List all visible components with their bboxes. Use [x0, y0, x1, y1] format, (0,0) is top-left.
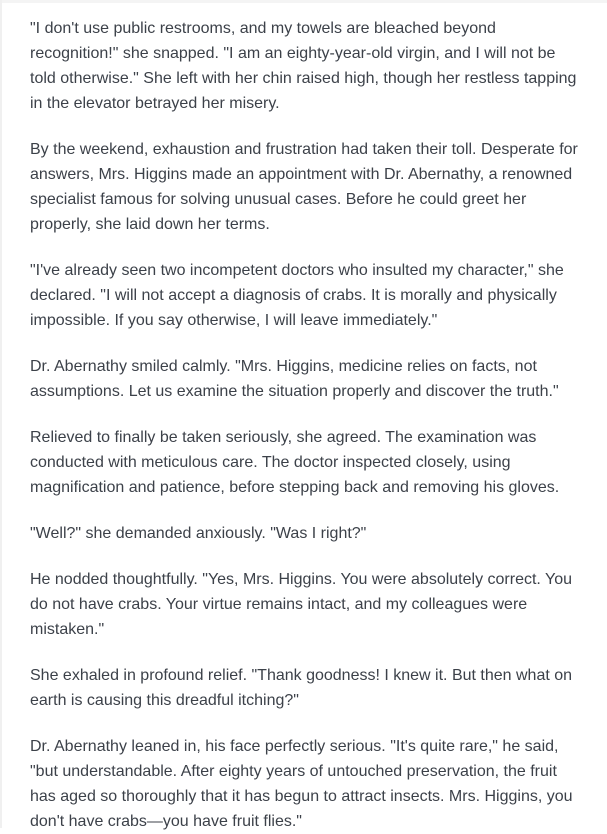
story-paragraph: "I don't use public restrooms, and my towels are bleached beyond recognition!" she snapped. "I am an eighty-year-old virgin, and I will not be told otherwise." She left with her chin raised high, though her restless tapping in the elevator betrayed her misery.: [30, 20, 577, 112]
story-paragraph: Dr. Abernathy smiled calmly. "Mrs. Higgins, medicine relies on facts, not assumptions. Let us examine the situation properly and discover the truth.": [30, 358, 559, 400]
page-left-edge: [0, 0, 2, 828]
page-top-edge: [0, 0, 607, 3]
story-paragraph: "Well?" she demanded anxiously. "Was I right?": [30, 525, 367, 542]
story-paragraph: She exhaled in profound relief. "Thank goodness! I knew it. But then what on earth is causing this dreadful itching?": [30, 667, 573, 709]
story-paragraph: He nodded thoughtfully. "Yes, Mrs. Higgins. You were absolutely correct. You do not have crabs. Your virtue remains intact, and my colleagues were mistaken.": [30, 571, 573, 638]
story-paragraph: "I've already seen two incompetent doctors who insulted my character," she declared. "I will not accept a diagnosis of crabs. It is morally and physically impossible. If you say otherwise, I will leave immediately.": [30, 262, 564, 329]
story-paragraph: Relieved to finally be taken seriously, she agreed. The examination was conducted with meticulous care. The doctor inspected closely, using magnification and patience, before stepping back and removing his gloves.: [30, 429, 560, 496]
story-paragraph: Dr. Abernathy leaned in, his face perfectly serious. "It's quite rare," he said, "but understandable. After eighty years of untouched preservation, the fruit has aged so thoroughly that it has begun to attract insects. Mrs. Higgins, you don't have crabs—you have fruit flies.": [30, 738, 573, 830]
story-paragraph: By the weekend, exhaustion and frustration had taken their toll. Desperate for answers, Mrs. Higgins made an appointment with Dr. Abernathy, a renowned specialist famous for solving unusual cases. Before he could greet her properly, she laid down her terms.: [30, 141, 578, 233]
